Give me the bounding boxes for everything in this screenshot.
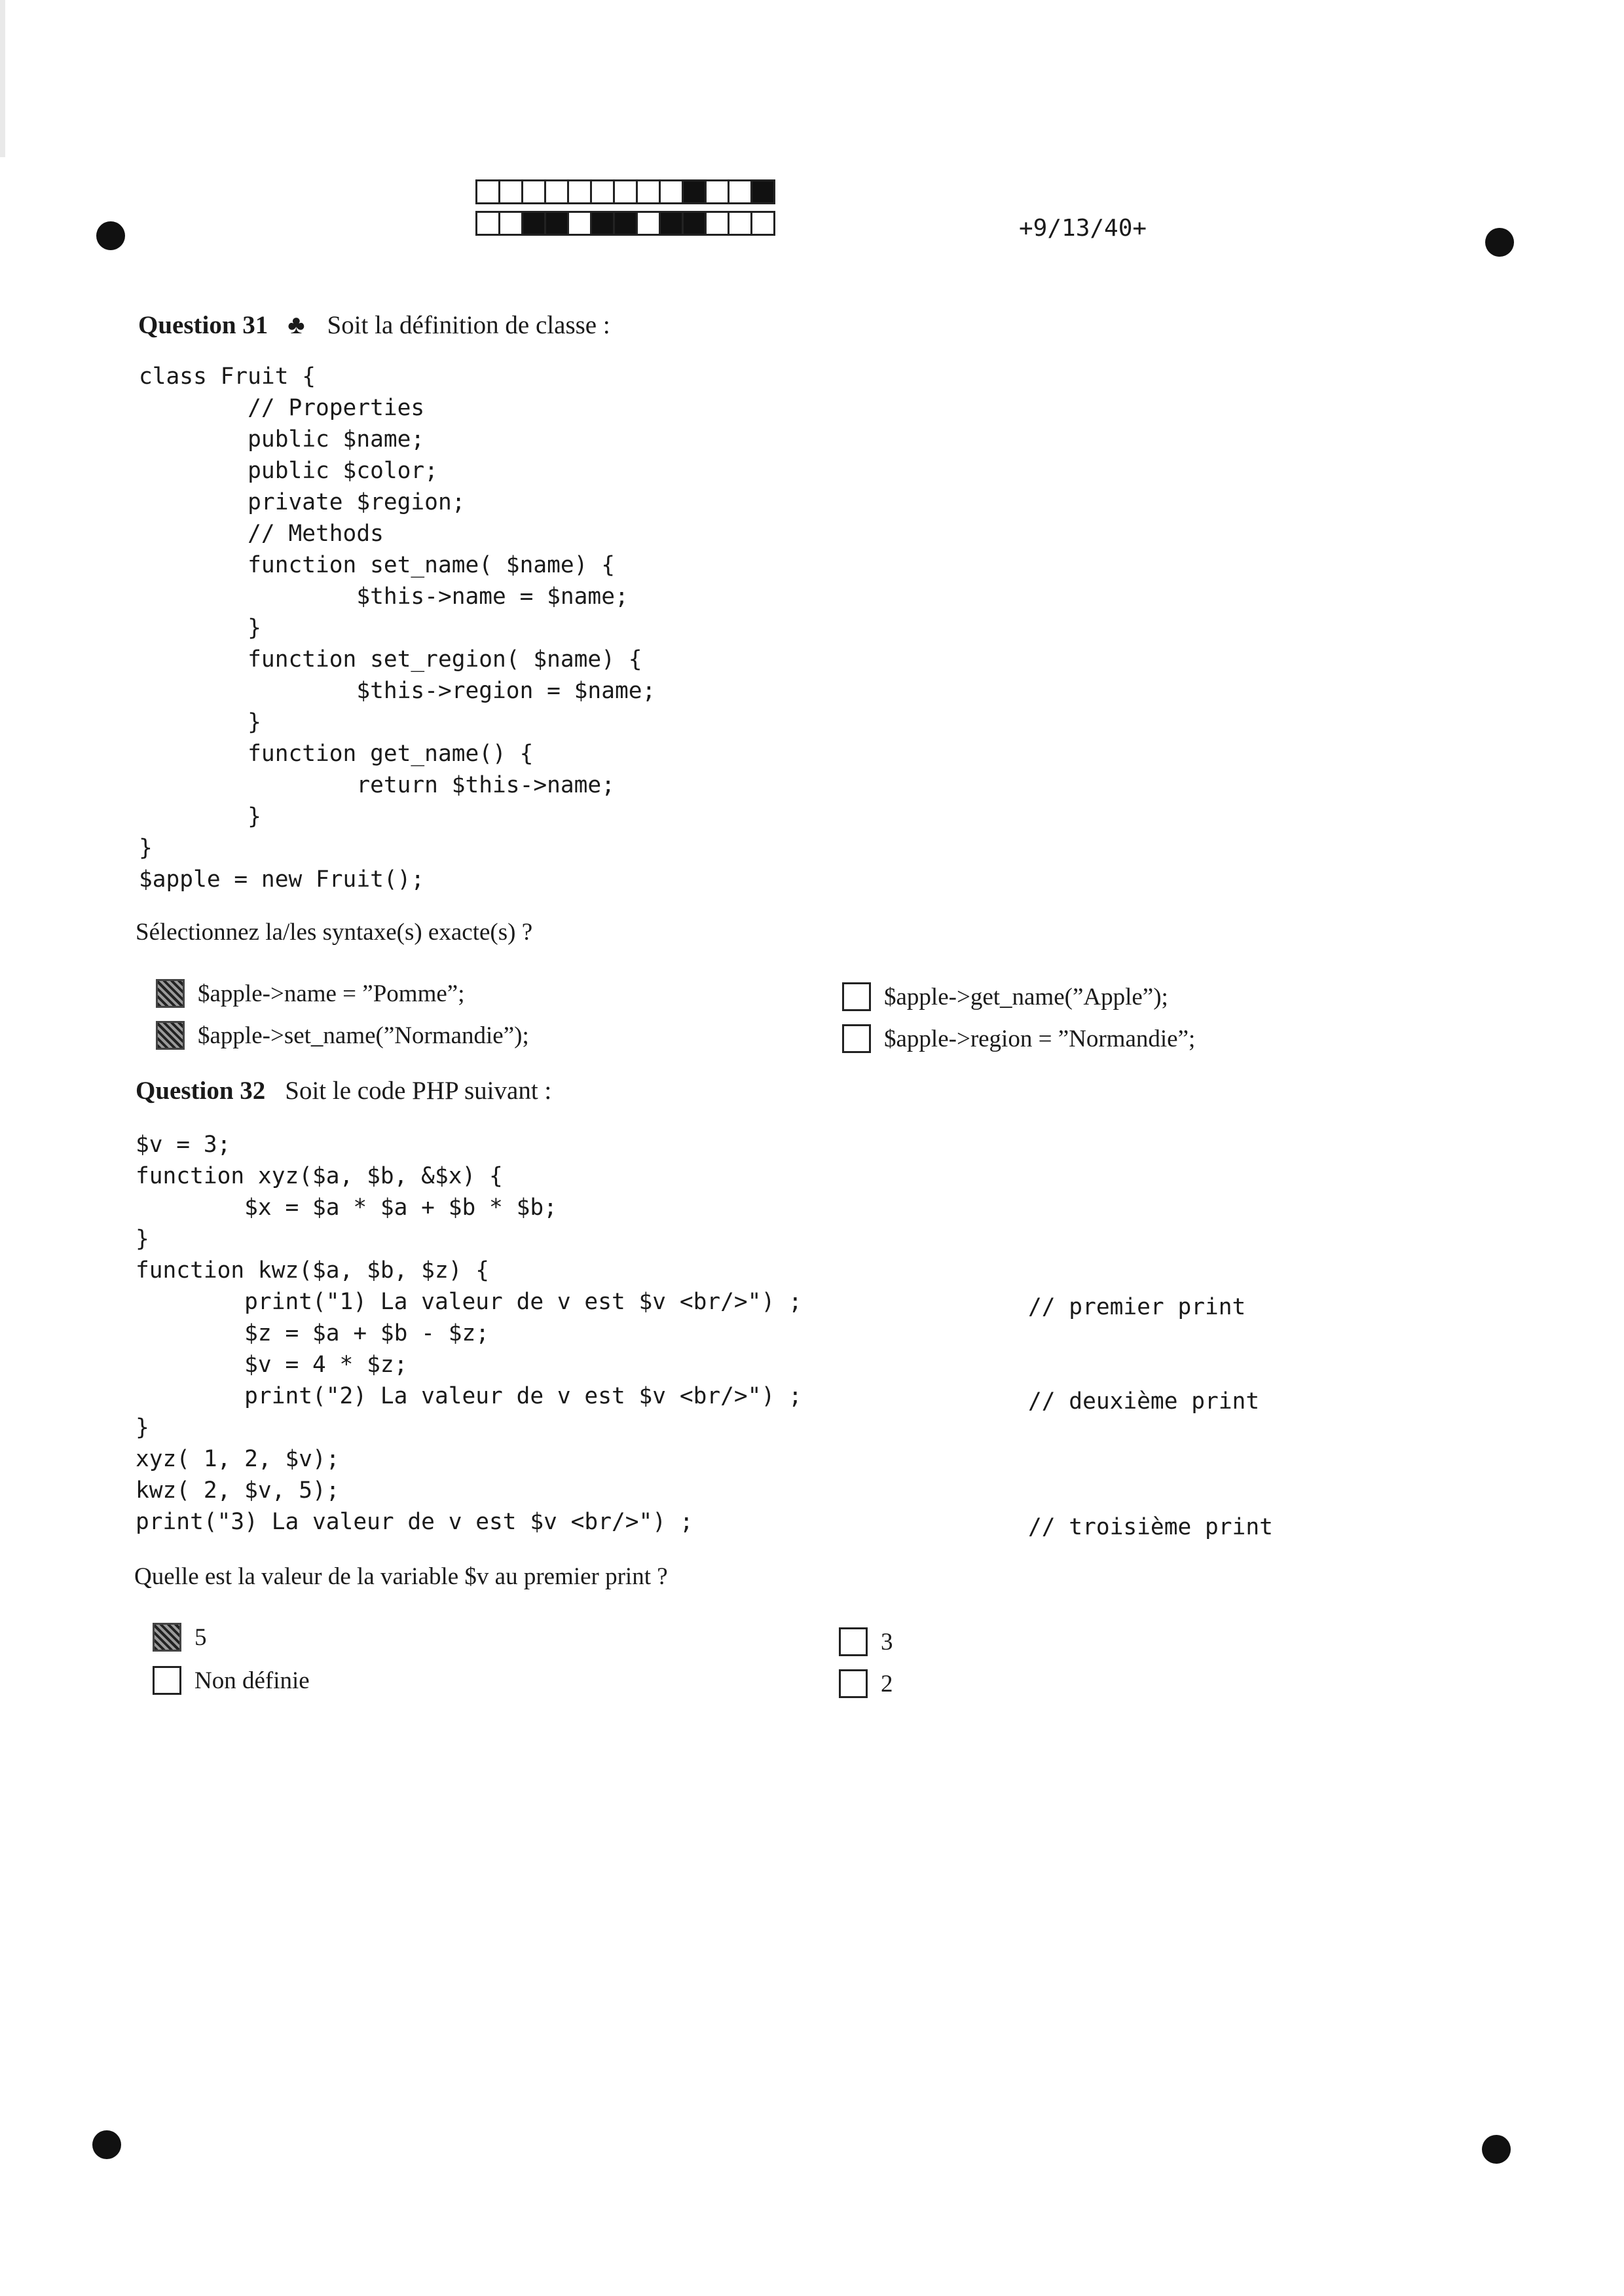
barcode-cell	[705, 211, 729, 236]
answer-checkbox[interactable]	[839, 1669, 868, 1698]
barcode-cell	[475, 179, 500, 204]
barcode-cell	[750, 179, 775, 204]
question-31-choice-1[interactable]	[156, 979, 465, 1008]
barcode-cell	[613, 211, 638, 236]
choice-label: $apple->name = ”Pomme”;	[198, 980, 465, 1007]
answer-checkbox[interactable]	[156, 979, 185, 1008]
question-31-choice-4[interactable]	[842, 1024, 1195, 1053]
barcode-cell	[728, 179, 752, 204]
question-31-prompt: Sélectionnez la/les syntaxe(s) exacte(s) ?	[136, 919, 533, 946]
code-comment-premier-print: // premier print	[1028, 1294, 1246, 1320]
choice-label: 2	[881, 1670, 893, 1697]
choice-label: 5	[194, 1623, 207, 1651]
question-31-code: class Fruit { // Properties public $name; public $color; private $region; // Methods function set_name( $name) { $this->name = $name; } function set_region( $name) { $this->region = $name; } function get_name() { return $this->name; } } $apple = new Fruit();	[139, 363, 656, 893]
question-31-choice-2[interactable]	[156, 1021, 529, 1050]
answer-checkbox[interactable]	[153, 1623, 181, 1652]
question-32-code: $v = 3; function xyz($a, $b, &$x) { $x = $a * $a + $b * $b; } function kwz($a, $b, $z) { print("1) La valeur de v est $v <br/>") ; $z = $a + $b - $z; $v = 4 * $z; print("2) La valeur de v est $v <br/>") ; } xyz( 1, 2, $v); kwz( 2, $v, 5); print("3) La valeur de v est $v <br/>") ;	[136, 1132, 802, 1535]
question-31-intro: Soit la définition de classe :	[327, 311, 610, 339]
barcode-cell	[682, 211, 707, 236]
question-31-header	[138, 309, 610, 340]
barcode-cell	[728, 211, 752, 236]
choice-label: Non définie	[194, 1667, 310, 1694]
answer-checkbox[interactable]	[153, 1666, 181, 1695]
barcode-cell	[750, 211, 775, 236]
barcode-cell	[659, 179, 684, 204]
choice-label: $apple->get_name(”Apple”);	[884, 983, 1168, 1010]
question-32-prompt: Quelle est la valeur de la variable $v au premier print ?	[134, 1563, 668, 1590]
barcode-cell	[590, 179, 615, 204]
page-barcode-row-1	[475, 179, 773, 204]
choice-label: $apple->set_name(”Normandie”);	[198, 1022, 529, 1049]
barcode-cell	[636, 211, 661, 236]
barcode-cell	[521, 179, 546, 204]
page-id: +9/13/40+	[1019, 215, 1147, 242]
question-32-header	[136, 1076, 551, 1105]
answer-checkbox[interactable]	[842, 982, 871, 1011]
barcode-cell	[705, 179, 729, 204]
question-32-choice-1[interactable]	[153, 1623, 207, 1652]
page-barcode-row-2	[475, 211, 773, 236]
answer-checkbox[interactable]	[839, 1627, 868, 1656]
barcode-cell	[659, 211, 684, 236]
question-32-intro: Soit le code PHP suivant :	[285, 1077, 552, 1105]
registration-mark-top-right	[1485, 228, 1514, 257]
barcode-cell	[544, 211, 569, 236]
barcode-cell	[590, 211, 615, 236]
barcode-cell	[567, 179, 592, 204]
code-comment-troisieme-print: // troisième print	[1028, 1514, 1273, 1540]
registration-mark-bottom-left	[92, 2130, 121, 2159]
barcode-cell	[613, 179, 638, 204]
club-icon: ♣	[287, 310, 305, 339]
barcode-cell	[544, 179, 569, 204]
question-32-choice-2[interactable]	[153, 1666, 310, 1695]
question-32-title: Question 32	[136, 1077, 266, 1105]
barcode-cell	[682, 179, 707, 204]
barcode-cell	[498, 211, 523, 236]
barcode-cell	[521, 211, 546, 236]
question-31-choice-3[interactable]	[842, 982, 1168, 1011]
choice-label: 3	[881, 1628, 893, 1656]
barcode-cell	[498, 179, 523, 204]
choice-label: $apple->region = ”Normandie”;	[884, 1025, 1196, 1052]
barcode-cell	[636, 179, 661, 204]
barcode-cell	[567, 211, 592, 236]
answer-checkbox[interactable]	[156, 1021, 185, 1050]
code-comment-deuxieme-print: // deuxième print	[1028, 1388, 1260, 1415]
question-32-choice-4[interactable]	[839, 1669, 893, 1698]
question-32-choice-3[interactable]	[839, 1627, 893, 1656]
registration-mark-top-left	[96, 221, 125, 250]
scan-edge	[0, 0, 5, 157]
answer-checkbox[interactable]	[842, 1024, 871, 1053]
registration-mark-bottom-right	[1482, 2135, 1511, 2164]
question-31-title: Question 31	[138, 311, 268, 339]
barcode-cell	[475, 211, 500, 236]
